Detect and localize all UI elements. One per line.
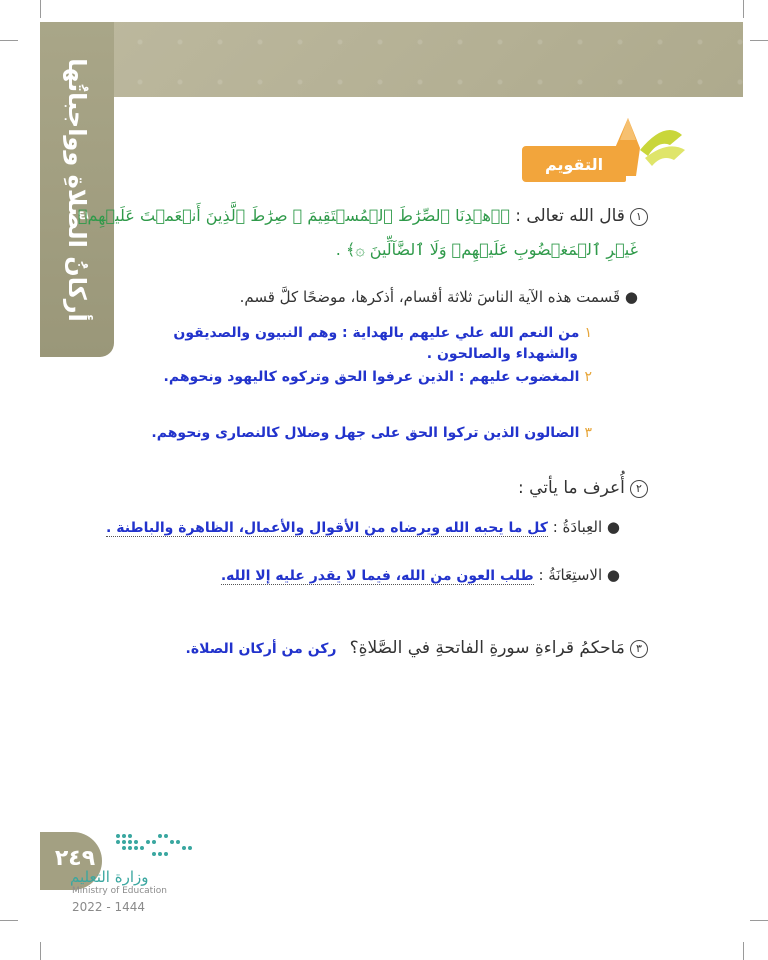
q3-answer: ركن من أركان الصلاة. — [185, 641, 337, 657]
q2-item-1 — [106, 518, 620, 536]
crop-mark — [0, 40, 18, 41]
q1-label: قال الله تعالى : — [515, 206, 625, 226]
ministry-logo-icon — [108, 828, 208, 868]
ministry-name-ar: وزارة التعليم — [70, 868, 149, 886]
q1-answer-3-line1: الضالون الذين تركوا الحق على جهل وضلال كالنصارى ونحوهم. — [151, 425, 580, 441]
q2-header — [518, 478, 648, 498]
crop-mark — [40, 0, 41, 18]
bullet-icon: ● — [606, 518, 620, 536]
crop-mark — [750, 920, 768, 921]
q1-prompt-text: قَسمت هذه الآية الناسَ ثلاثة أقسام، أذكرها، موضحًا كلَّ قسم. — [239, 288, 621, 306]
q1-answer-2-line1: المغضوب عليهم : الذين عرفوا الحق وتركوه كاليهود ونحوهم. — [163, 369, 580, 385]
crop-mark — [750, 40, 768, 41]
q1-verse-line1: ﴿ٱهۡدِنَا ٱلصِّرَٰطَ ٱلۡمُسۡتَقِيمَ ۞ صِرَٰطَ ٱلَّذِينَ أَنۡعَمۡتَ عَلَيۡهِمۡ — [77, 206, 511, 225]
bullet-icon: ● — [624, 288, 638, 306]
q3-number: ٣ — [630, 640, 648, 658]
ministry-name-en: Ministry of Education — [72, 886, 167, 896]
crop-mark — [743, 0, 744, 18]
chapter-title — [40, 22, 114, 357]
q3-label: مَاحكمُ قراءةِ سورةِ الفاتحةِ في الصَّلاةِ؟ — [349, 638, 625, 658]
q1-answer-3 — [151, 422, 592, 441]
q2-item-1-answer: كل ما يحبه الله ويرضاه من الأقوال والأعمال، الظاهرة والباطنة . — [106, 520, 548, 536]
q2-item-2-term: الاستِعَانَةُ : — [538, 566, 603, 584]
crop-mark — [0, 920, 18, 921]
page-number: ٢٤٩ — [54, 846, 96, 871]
crop-mark — [40, 942, 41, 960]
marker-icon: ٣ — [584, 425, 592, 441]
q1-answer-1-line2: والشهداء والصالحون . — [426, 346, 578, 362]
header-band — [40, 22, 743, 97]
year-label: 2022 - 1444 — [72, 900, 146, 914]
q3-header — [186, 638, 648, 658]
q1-answer-2 — [164, 366, 592, 385]
q1-header — [78, 206, 648, 226]
q1-number: ١ — [630, 208, 648, 226]
chapter-title-text: أركانُ الصَّلاةِ وواجباتُها — [63, 57, 91, 322]
q1-prompt — [240, 288, 638, 306]
marker-icon: ٢ — [584, 369, 592, 385]
bullet-icon: ● — [606, 566, 620, 584]
marker-icon: ١ — [584, 325, 592, 341]
evaluation-tag-label: التقويم — [544, 154, 604, 174]
q2-item-1-term: العِبادَةُ : — [552, 518, 603, 536]
q2-item-2-answer: طلب العون من الله، فيما لا يقدر عليه إلا الله. — [220, 568, 534, 584]
evaluation-tag — [522, 146, 626, 182]
crop-mark — [743, 942, 744, 960]
q1-answer-1 — [173, 322, 592, 341]
q2-label: أُعرف ما يأتي : — [518, 478, 625, 498]
q1-answer-1-line1: من النعم الله علي عليهم بالهداية : وهم النبيون والصديقون — [173, 325, 580, 341]
q2-number: ٢ — [630, 480, 648, 498]
q1-verse-line2: غَيۡرِ ٱلۡمَغۡضُوبِ عَلَيۡهِمۡ وَلَا ٱلضَّآلِّينَ ۞﴾ . — [335, 240, 638, 259]
q2-item-2 — [221, 566, 620, 584]
